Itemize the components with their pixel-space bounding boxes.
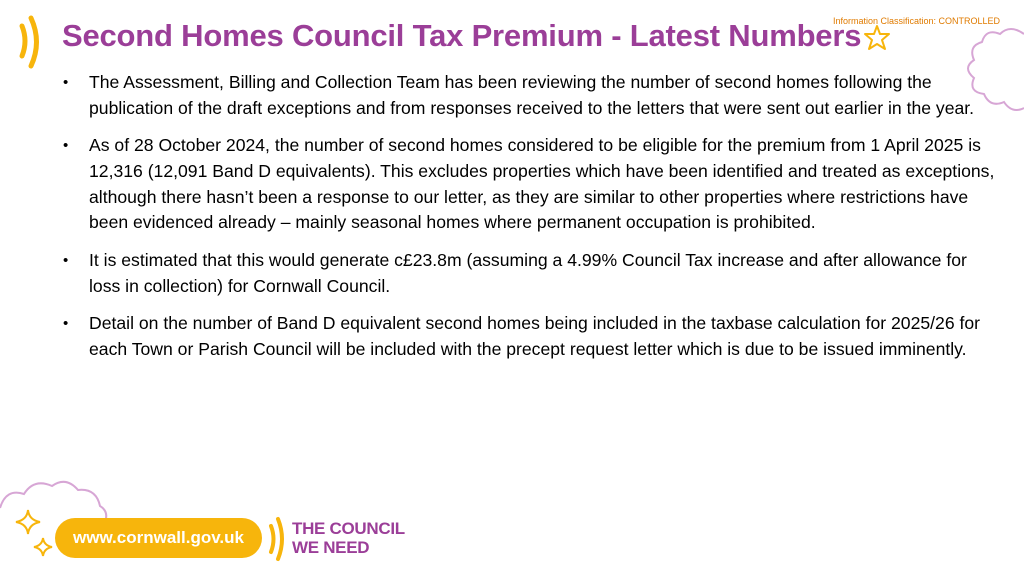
bullet-dot-icon: • [63, 137, 69, 155]
bullet-item [60, 248, 995, 299]
bullet-dot-icon: • [63, 315, 69, 333]
sparkle-star-icon [32, 536, 54, 558]
bracket-logo-icon [14, 14, 44, 70]
bullet-list [60, 70, 995, 375]
tagline-line1: THE COUNCIL [292, 519, 405, 538]
bullet-item [60, 311, 995, 362]
classification-label: Information Classification: CONTROLLED [833, 16, 1001, 26]
bullet-item [60, 133, 995, 235]
website-link[interactable] [55, 518, 262, 558]
bullet-dot-icon: • [63, 251, 69, 269]
bullet-text: Detail on the number of Band D equivalent second homes being included in the taxbase calculation for 2025/26 for each Town or Parish Council will be included with the precept request letter which is due to be issued imminently. [89, 313, 981, 359]
bullet-text: The Assessment, Billing and Collection Team has been reviewing the number of second homes following the publication of the draft exceptions and from responses received to the letters that were sent out earlier in the year. [89, 72, 975, 118]
council-tagline [292, 519, 405, 557]
bullet-dot-icon: • [63, 74, 69, 91]
sparkle-star-icon [862, 24, 892, 52]
page-title: Second Homes Council Tax Premium - Latest Numbers [62, 18, 862, 53]
bullet-text: As of 28 October 2024, the number of second homes considered to be eligible for the premium from 1 April 2025 is 12,316 (12,091 Band D equivalents). This excludes properties which have been identified and treated as exceptions, although there hasn’t been a response to our letter, as they are similar to other properties where restrictions have been evidenced already – mainly seasonal homes where permanent occupation is prohibited. [89, 135, 995, 233]
bullet-text: It is estimated that this would generate c£23.8m (assuming a 4.99% Council Tax increase and after allowance for loss in collection) for Cornwall Council. [89, 249, 967, 296]
bullet-item [60, 70, 995, 121]
sparkle-star-icon [14, 508, 42, 536]
bracket-logo-icon [266, 516, 288, 562]
tagline-line2: WE NEED [292, 538, 370, 557]
website-url: www.cornwall.gov.uk [73, 528, 244, 547]
